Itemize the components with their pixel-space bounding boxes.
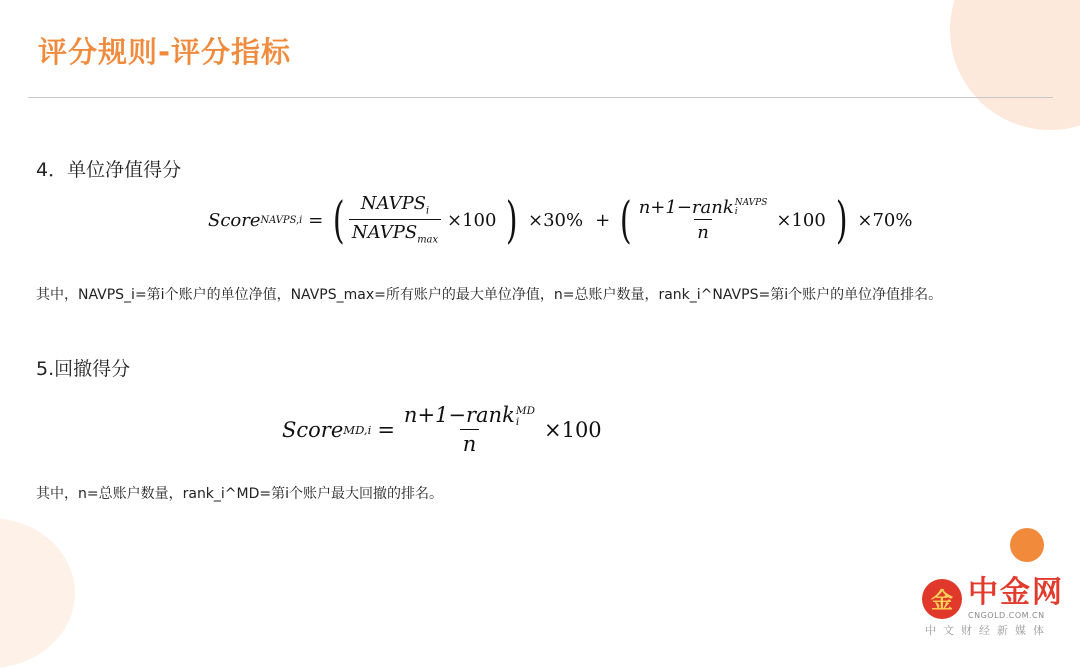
fraction-navps <box>349 194 441 247</box>
fraction-md <box>401 404 538 456</box>
rank-subscript: i <box>734 206 738 217</box>
formula-times-100: ×100 <box>447 209 497 231</box>
title-divider <box>28 97 1053 98</box>
formula-times-100b: ×100 <box>776 209 826 231</box>
formula-score-subscript: NAVPS,i <box>260 214 303 226</box>
formula-md <box>282 404 608 456</box>
right-paren-2: ) <box>835 191 848 250</box>
md-denominator: n <box>460 429 480 456</box>
logo-url: CNGOLD.COM.CN <box>968 611 1045 620</box>
logo <box>922 575 1064 620</box>
numerator-var: NAVPS <box>360 193 427 214</box>
formula-times-70: ×70% <box>857 209 913 231</box>
rank-superscript: NAVPS <box>734 197 768 208</box>
fraction-rank <box>636 198 771 244</box>
formula-plus: + <box>595 209 611 231</box>
formula-navps <box>208 191 918 250</box>
right-paren: ) <box>506 191 519 250</box>
left-paren-2: ( <box>620 191 632 250</box>
section-heading-navps: 4．单位净值得分 <box>36 159 182 181</box>
formula-md-times-100: ×100 <box>543 418 602 443</box>
rank-numerator: n+1−rank <box>638 196 734 218</box>
decorative-orange-dot <box>1010 528 1044 562</box>
md-numerator: n+1−rank <box>403 403 515 427</box>
formula-equals: = <box>308 209 324 231</box>
note-navps: 其中，NAVPS_i=第i个账户的单位净值，NAVPS_max=所有账户的最大单位净值，n=总账户数量，rank_i^NAVPS=第i个账户的单位净值排名。 <box>36 287 943 303</box>
denominator-var: NAVPS <box>351 222 418 244</box>
rank-denominator: n <box>694 219 712 243</box>
logo-name: 中金网 <box>968 575 1064 610</box>
denominator-sub: max <box>417 234 439 246</box>
numerator-sub: i <box>426 205 430 217</box>
decorative-circle-top-right <box>950 0 1080 130</box>
left-paren: ( <box>333 191 345 250</box>
logo-subtitle: 中文财经新媒体 <box>925 624 1051 637</box>
note-md: 其中，n=总账户数量，rank_i^MD=第i个账户最大回撤的排名。 <box>36 486 444 502</box>
page-title: 评分规则-评分指标 <box>38 35 292 69</box>
logo-mark-icon: 金 <box>922 579 962 619</box>
formula-times-30: ×30% <box>527 209 584 231</box>
formula-md-score-label: Score <box>282 418 344 443</box>
md-superscript: MD <box>515 405 535 417</box>
md-subscript: i <box>515 415 520 428</box>
formula-md-equals: = <box>377 418 395 443</box>
formula-md-score-subscript: MD,i <box>343 423 372 438</box>
decorative-circle-bottom-left <box>0 518 75 668</box>
formula-score-label: Score <box>208 209 261 231</box>
section-heading-md: 5.回撤得分 <box>36 358 131 380</box>
